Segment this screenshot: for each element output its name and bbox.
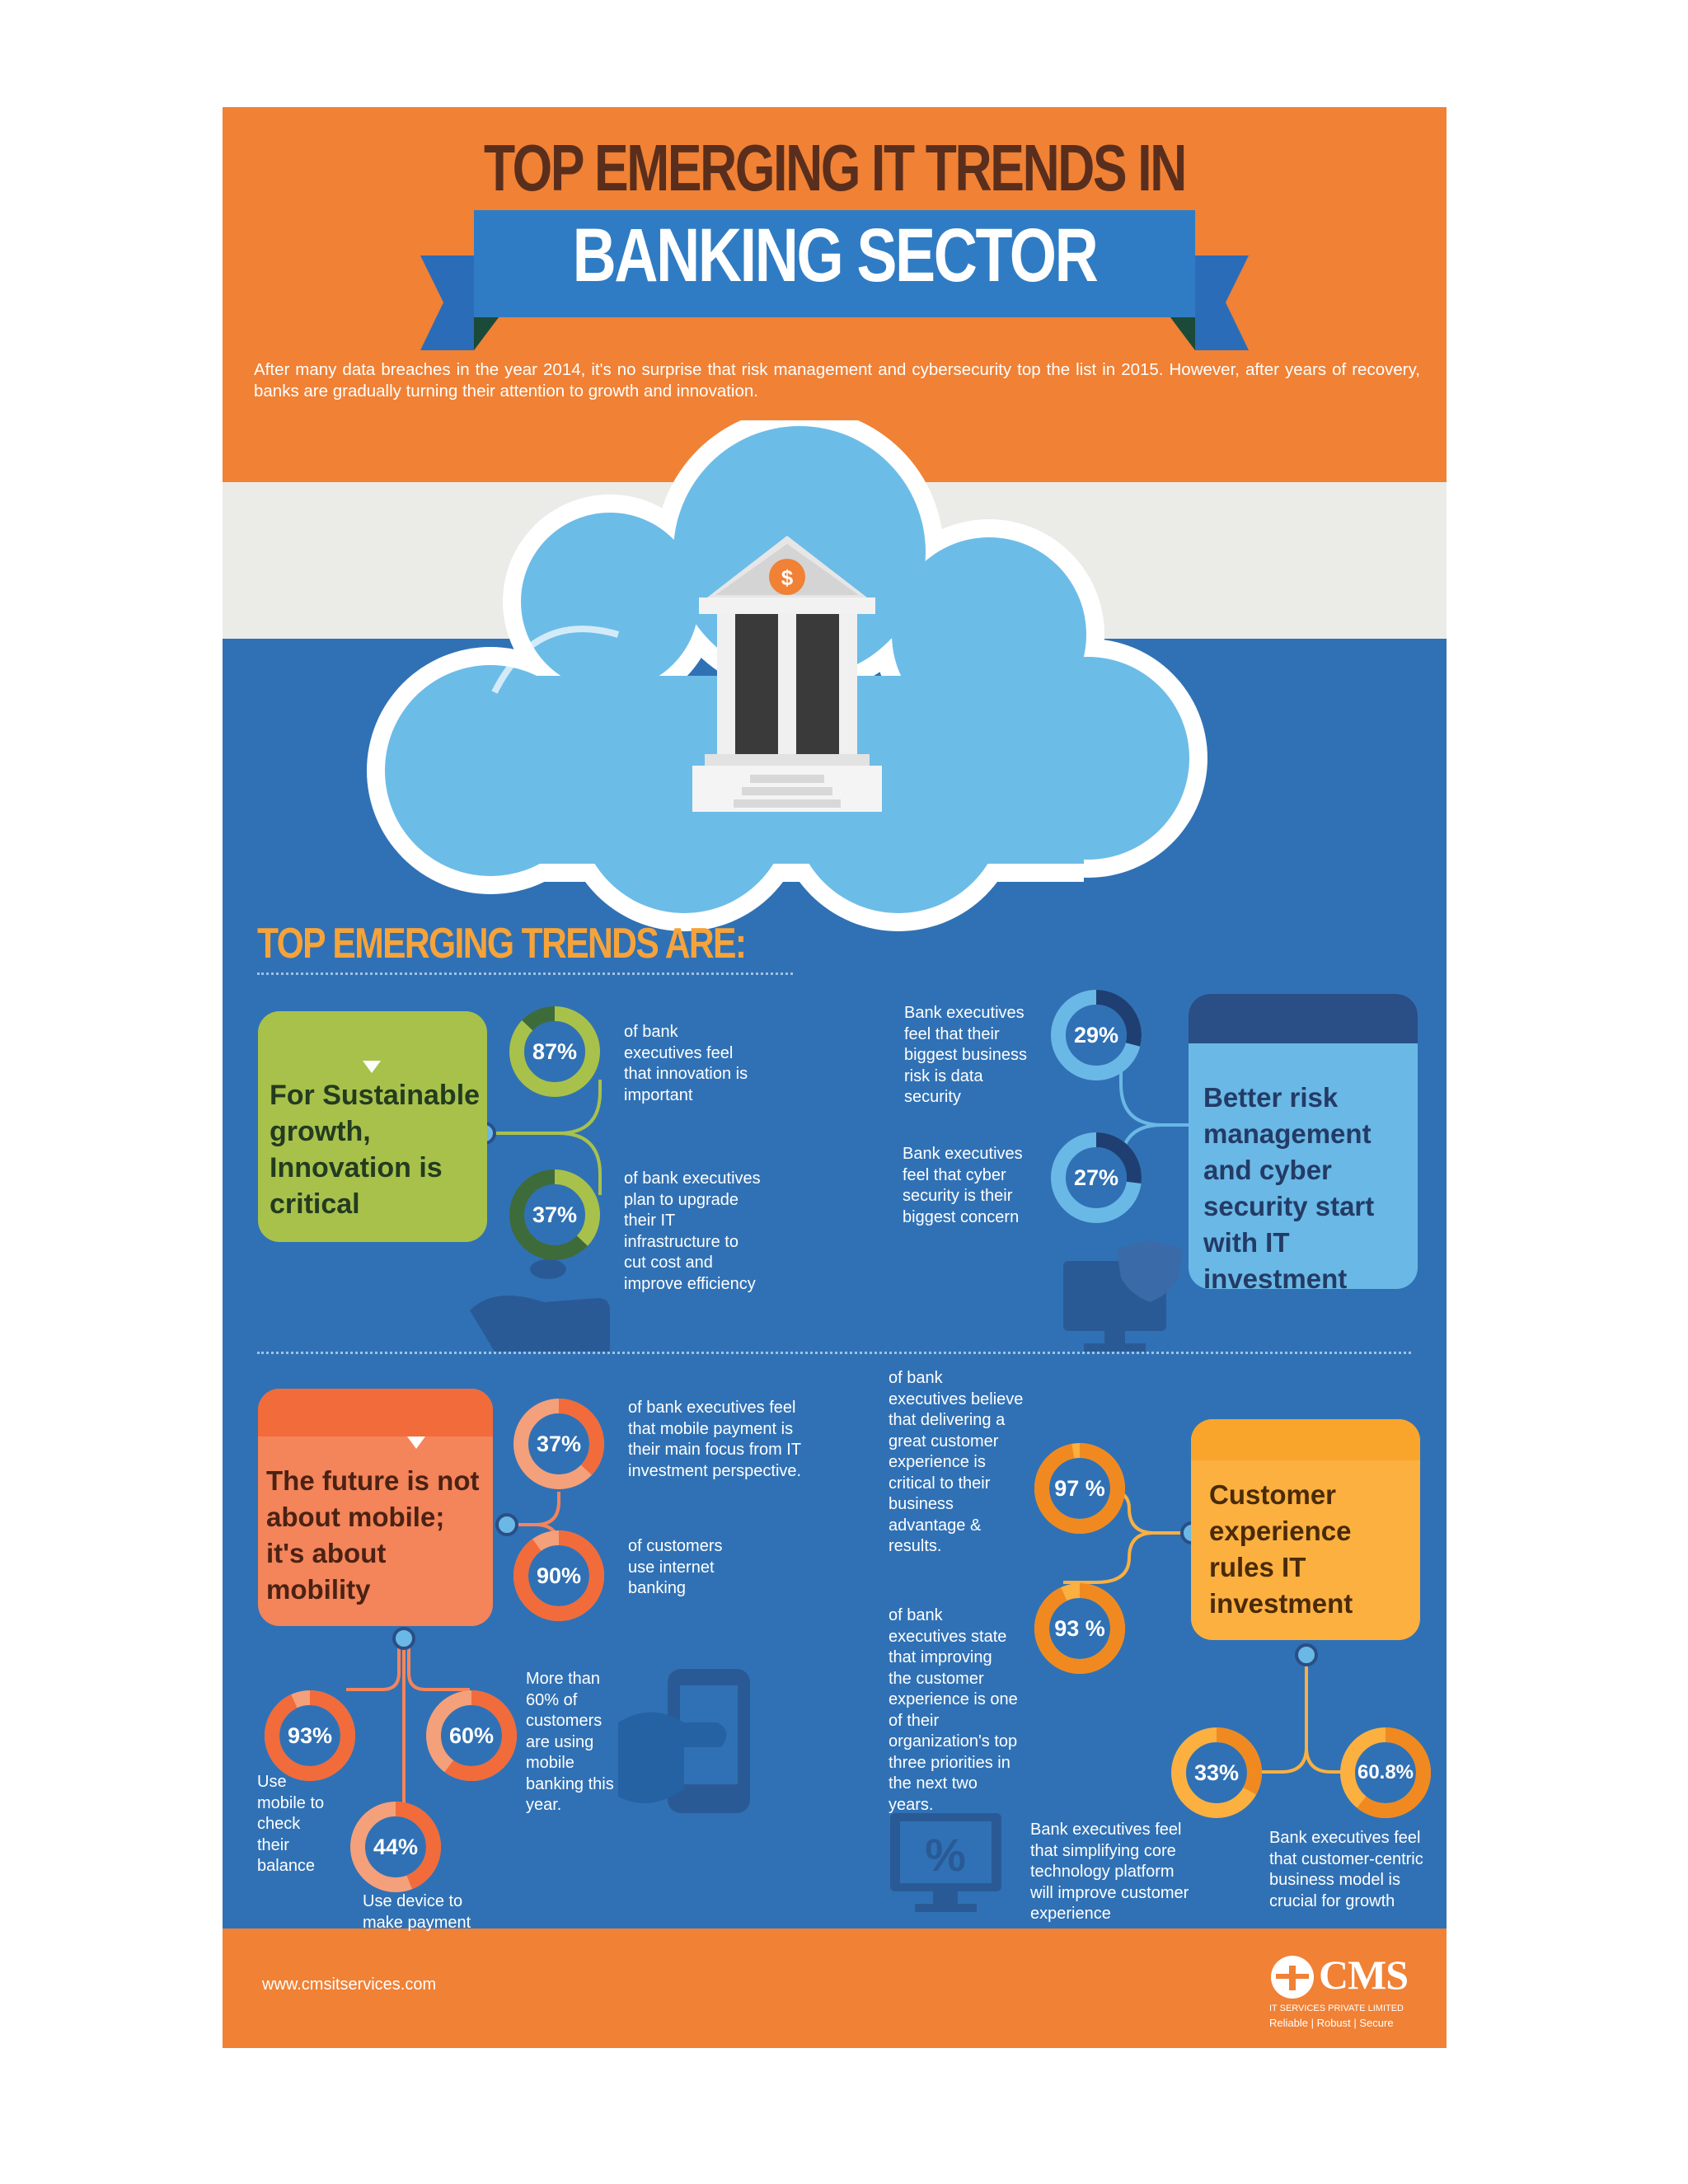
stat-text-line: plan to upgrade [624,1190,739,1209]
stat-ring-97 [1034,1442,1126,1535]
stat-text [889,1368,1023,1558]
risk-heading-line: management [1203,1118,1372,1149]
stat-text-line: biggest business [904,1046,1027,1064]
stat-text-line: infrastructure to [624,1232,738,1251]
stat-text-line: their main focus from IT [628,1441,802,1459]
stat-text-line: improve efficiency [624,1274,756,1293]
stat-ring-29 [1050,989,1142,1081]
stat-text [363,1891,471,1933]
mobility-box-cap [258,1389,493,1436]
stat-text-line: experience is one [889,1690,1018,1708]
stat-text-line: that customer-centric [1269,1849,1423,1868]
innovation-box-pointer [363,1061,381,1073]
svg-text:%: % [925,1829,966,1881]
stat-ring-90 [513,1530,605,1622]
stat-text-line: biggest concern [903,1207,1020,1226]
stat-text-line: Bank executives feel [1030,1821,1182,1839]
risk-heading-line: security start [1203,1191,1375,1221]
stat-text-line: 60% of [526,1690,578,1709]
innovation-box [258,1011,487,1242]
stat-text [889,1605,1018,1816]
stat-ring-60-8 [1339,1727,1432,1819]
stat-ring-44 [349,1801,442,1893]
stat-text [628,1536,722,1600]
stat-text-line: three priorities in [889,1753,1010,1772]
stat-text-line: technology platform [1030,1863,1175,1881]
stat-text-line: cut cost and [624,1254,713,1272]
stat-value: 97 % [1054,1475,1105,1501]
innovation-heading-line: For Sustainable [270,1080,481,1111]
customer-heading-line: Customer [1209,1479,1337,1510]
stat-text-line: executives feel [624,1043,734,1062]
mobility-heading-line: The future is not [266,1465,480,1496]
dollar-symbol: $ [781,565,794,590]
stat-text-line: executives believe [889,1390,1024,1408]
stat-text-line: mobile [526,1754,574,1772]
stat-text-line: year. [526,1796,562,1814]
stat-text-line: that simplifying core [1030,1841,1176,1860]
innovation-heading-line: growth, [270,1116,371,1147]
stat-text-line: feel that their [904,1024,1000,1043]
customer-heading-line: rules IT [1209,1552,1306,1582]
stat-text-line: security [904,1088,961,1106]
stat-text-line: that innovation is [624,1065,748,1083]
stat-text-line: the next two [889,1774,978,1793]
stat-text [257,1772,324,1877]
risk-heading-line: Better risk [1203,1082,1339,1113]
stat-text [628,1398,801,1482]
mobility-heading-line: mobility [266,1574,371,1605]
stat-value: 60% [448,1722,495,1748]
stat-text-line: Bank executives feel [1269,1829,1421,1847]
stat-text [526,1669,614,1816]
stat-text-line: business model is [1269,1871,1400,1889]
stat-ring-33 [1170,1727,1263,1819]
stat-text-line: crucial for growth [1269,1891,1395,1910]
innovation-heading-line: Innovation is [270,1152,443,1183]
cms-logo [1269,1949,1434,2032]
stat-text-line: executives state [889,1627,1007,1646]
stat-value: 60.8% [1357,1761,1414,1783]
stat-text-line: their [257,1835,289,1854]
stat-text-line: advantage & [889,1516,982,1535]
stat-text-line: use internet [628,1558,715,1577]
stat-text-line: that improving [889,1648,992,1666]
stat-value: 93 % [1054,1615,1105,1641]
stat-text-line: Bank executives [903,1145,1023,1163]
stat-ring-37-infra [509,1169,601,1261]
stat-value: 29% [1073,1022,1119,1047]
stat-text-line: of bank executives feel [628,1399,796,1417]
innovation-heading-line: critical [270,1188,360,1220]
customer-box-cap [1191,1419,1420,1460]
stat-value: 87% [532,1038,578,1064]
stat-ring-93-balance [264,1690,356,1782]
stat-text-line: will improve customer [1030,1883,1189,1902]
stat-text-line: Use [257,1773,287,1791]
logo-subtitle: IT SERVICES PRIVATE LIMITED [1269,2004,1404,2013]
stat-text-line: banking [628,1579,687,1597]
stat-value: 37% [532,1202,578,1227]
stat-text-line: business [889,1495,954,1513]
stat-value: 27% [1073,1165,1119,1190]
title-line-2: BANKING SECTOR [572,213,1097,298]
customer-heading-line: investment [1209,1588,1353,1619]
intro-text: After many data breaches in the year 2014, it's no surprise that risk management and cybersecurity top the list in 2015. However, after years of recovery, banks are gradually turning their attention to growth and innovation. [254,360,1420,401]
stat-text-line: investment perspective. [628,1461,802,1480]
stat-text-line: make payment [363,1913,471,1932]
stat-text-line: of bank [889,1369,943,1387]
stat-text-line: organization's top [889,1732,1018,1750]
stat-text-line: important [624,1085,693,1104]
stat-value: 93% [287,1722,333,1748]
stat-value: 90% [536,1563,582,1588]
logo-tagline: Reliable | Robust | Secure [1269,2017,1394,2029]
stat-text-line: their IT [624,1212,676,1230]
stat-text-line: of their [889,1711,940,1730]
stat-text-line: security is their [903,1187,1013,1205]
stat-text [1269,1828,1423,1912]
stat-text-line: are using [526,1732,594,1751]
stat-text-line: experience is [889,1453,986,1471]
stat-ring-93-priority [1034,1582,1126,1675]
stat-value: 37% [536,1431,582,1456]
stat-text-line: check [257,1815,301,1833]
stat-text-line: mobile to [257,1793,325,1812]
stat-text-line: of bank executives [624,1169,761,1188]
stat-text-line: that mobile payment is [628,1419,794,1438]
stat-text-line: great customer [889,1432,999,1451]
stat-ring-60 [425,1690,518,1782]
stat-text-line: customers [526,1712,603,1730]
stat-text-line: of bank [624,1023,678,1041]
stat-ring-37-mobile [513,1398,605,1490]
stat-text [624,1022,748,1106]
mobility-heading-line: it's about [266,1538,387,1568]
stat-value: 33% [1193,1760,1240,1785]
stat-text-line: of customers [628,1537,723,1555]
stat-text-line: critical to their [889,1474,991,1493]
cms-logo-icon [1269,1954,1315,2000]
stat-text-line: of bank [889,1606,943,1624]
website-link[interactable]: www.cmsitservices.com [262,1975,437,1994]
stat-value: 44% [373,1834,419,1859]
stat-text [903,1144,1023,1228]
stat-text-line: that delivering a [889,1411,1006,1429]
risk-heading-line: investment [1203,1263,1348,1294]
stat-text [624,1169,761,1295]
stat-text-line: experience [1030,1905,1111,1923]
section-title: TOP EMERGING TRENDS ARE: [257,920,746,968]
stat-text-line: years. [889,1795,934,1814]
stat-text-line: risk is data [904,1066,983,1085]
infographic-poster [223,107,1447,2048]
stat-text-line: Use device to [363,1892,463,1910]
stat-text-line: the customer [889,1669,984,1688]
stat-ring-87 [509,1005,601,1098]
stat-ring-27 [1050,1132,1142,1224]
stat-text-line: balance [257,1857,316,1875]
stat-text-line: results. [889,1537,942,1555]
stat-text-line: banking this [526,1774,614,1793]
mobility-heading-line: about mobile; [266,1502,445,1532]
stat-text-line: Bank executives [904,1004,1025,1022]
stat-text-line: More than [526,1670,601,1688]
monitor-shield-icon [1063,1240,1183,1352]
risk-heading-line: with IT [1203,1227,1290,1258]
stat-text [904,1003,1027,1108]
stat-text [1030,1820,1189,1925]
risk-heading-line: and cyber [1203,1155,1332,1185]
risk-box-cap [1189,994,1418,1043]
logo-name: CMS [1319,1952,1409,1998]
title-line-1: TOP EMERGING IT TRENDS IN [483,131,1186,204]
mobility-box-pointer [407,1436,425,1449]
customer-heading-line: experience [1209,1516,1352,1546]
hand-plant-icon [470,1259,610,1352]
phone-hand-icon [618,1669,750,1813]
monitor-percent-icon [890,1813,1001,1912]
stat-text-line: feel that cyber [903,1165,1006,1184]
